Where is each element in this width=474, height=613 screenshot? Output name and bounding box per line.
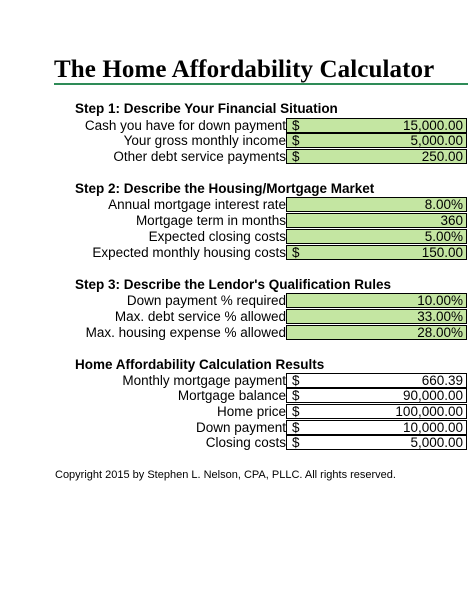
mortgage-balance-output xyxy=(286,388,467,403)
down-payment-label: Down payment xyxy=(195,420,286,435)
mortgage-balance-value: 90,000.00 xyxy=(402,388,463,403)
currency-symbol: $ xyxy=(292,133,300,148)
copyright-footer: Copyright 2015 by Stephen L. Nelson, CPA, PLLC. All rights reserved. xyxy=(55,469,396,481)
max-housing-expense-label: Max. housing expense % allowed xyxy=(85,325,286,340)
down-payment-pct-value: 10.00% xyxy=(417,293,463,308)
interest-rate-value: 8.00% xyxy=(424,197,463,212)
currency-symbol: $ xyxy=(292,388,300,403)
currency-symbol: $ xyxy=(292,245,300,260)
closing-costs-value: 5,000.00 xyxy=(410,435,463,450)
gross-monthly-income-value: 5,000.00 xyxy=(410,133,463,148)
cash-down-payment-label: Cash you have for down payment xyxy=(84,118,286,133)
max-housing-expense-input[interactable] xyxy=(286,325,467,340)
down-payment-value: 10,000.00 xyxy=(402,420,463,435)
mortgage-balance-label: Mortgage balance xyxy=(177,388,286,403)
gross-monthly-income-label: Your gross monthly income xyxy=(123,133,286,148)
mortgage-term-label: Mortgage term in months xyxy=(135,213,286,228)
currency-symbol: $ xyxy=(292,373,300,388)
home-price-value: 100,000.00 xyxy=(395,404,463,419)
gross-monthly-income-input[interactable] xyxy=(286,133,467,148)
home-price-label: Home price xyxy=(216,404,286,419)
step3-heading: Step 3: Describe the Lendor's Qualification Rules xyxy=(75,277,392,292)
currency-symbol: $ xyxy=(292,420,300,435)
other-debt-payments-input[interactable] xyxy=(286,149,467,164)
monthly-mortgage-payment-value: 660.39 xyxy=(421,373,463,388)
title-underline xyxy=(54,83,468,85)
other-debt-payments-label: Other debt service payments xyxy=(113,149,286,164)
closing-costs-pct-input[interactable] xyxy=(286,229,467,244)
closing-costs-pct-label: Expected closing costs xyxy=(148,229,286,244)
currency-symbol: $ xyxy=(292,404,300,419)
down-payment-pct-label: Down payment % required xyxy=(126,293,286,308)
mortgage-term-input[interactable] xyxy=(286,213,467,228)
monthly-mortgage-payment-label: Monthly mortgage payment xyxy=(122,373,286,388)
cash-down-payment-input[interactable] xyxy=(286,118,467,133)
cash-down-payment-value: 15,000.00 xyxy=(402,118,463,133)
closing-costs-pct-value: 5.00% xyxy=(424,229,463,244)
max-debt-service-value: 33.00% xyxy=(417,309,463,324)
closing-costs-output xyxy=(286,435,467,450)
results-heading: Home Affordability Calculation Results xyxy=(75,357,325,372)
max-debt-service-label: Max. debt service % allowed xyxy=(114,309,286,324)
monthly-mortgage-payment-output xyxy=(286,373,467,388)
max-debt-service-input[interactable] xyxy=(286,309,467,324)
home-price-output xyxy=(286,404,467,419)
currency-symbol: $ xyxy=(292,149,300,164)
down-payment-pct-input[interactable] xyxy=(286,293,467,308)
monthly-housing-costs-label: Expected monthly housing costs xyxy=(92,245,286,260)
monthly-housing-costs-input[interactable] xyxy=(286,245,467,260)
currency-symbol: $ xyxy=(292,118,300,133)
other-debt-payments-value: 250.00 xyxy=(421,149,463,164)
down-payment-output xyxy=(286,420,467,435)
max-housing-expense-value: 28.00% xyxy=(417,325,463,340)
mortgage-term-value: 360 xyxy=(440,213,463,228)
monthly-housing-costs-value: 150.00 xyxy=(421,245,463,260)
page-title: The Home Affordability Calculator xyxy=(54,56,435,83)
closing-costs-label: Closing costs xyxy=(205,435,286,450)
currency-symbol: $ xyxy=(292,435,300,450)
interest-rate-input[interactable] xyxy=(286,197,467,212)
step2-heading: Step 2: Describe the Housing/Mortgage Market xyxy=(75,181,375,196)
interest-rate-label: Annual mortgage interest rate xyxy=(108,197,286,212)
step1-heading: Step 1: Describe Your Financial Situation xyxy=(75,101,338,116)
